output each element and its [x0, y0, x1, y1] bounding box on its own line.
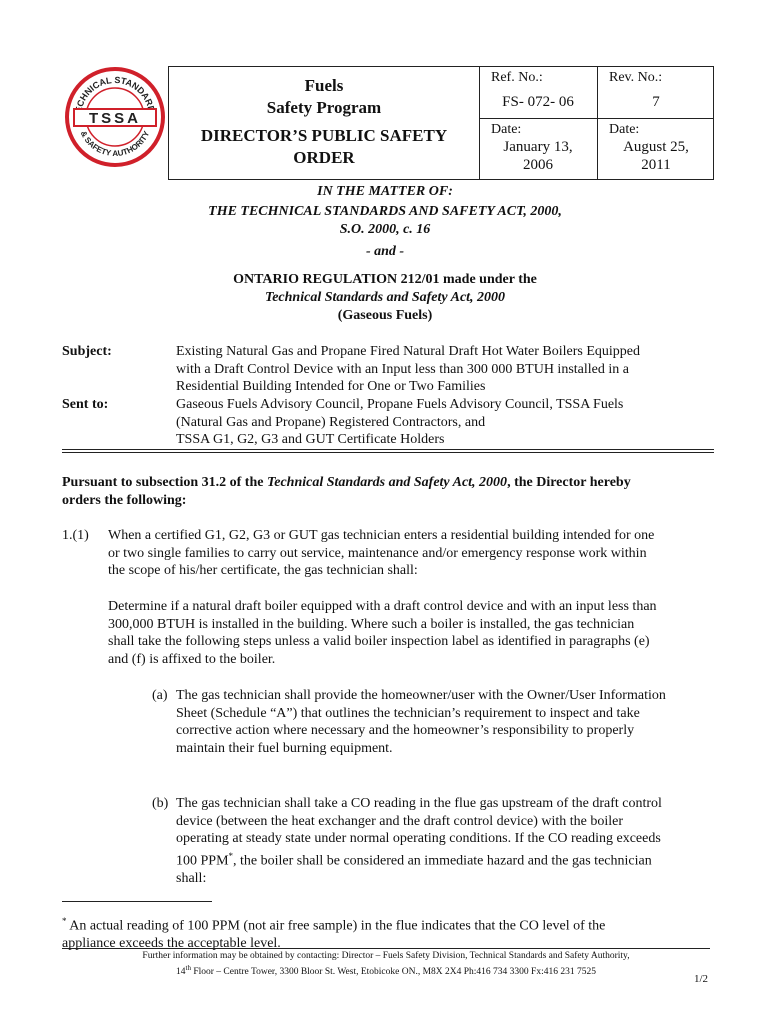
regulation-fuels: (Gaseous Fuels)	[337, 308, 433, 323]
subject-text: Existing Natural Gas and Propane Fired Natural Draft Hot Water Boilers Equipped with a Draft Control Device with an Input less than 300 000 BTUH installed in a Residential Building Intended for One or Two Families	[176, 344, 640, 394]
tssa-logo	[64, 66, 166, 168]
regulation-line: ONTARIO REGULATION 212/01 made under the	[233, 272, 537, 287]
footnote-rule	[62, 901, 212, 902]
item-b-text: The gas technician shall take a CO reading in the flue gas upstream of the draft control device (between the heat exchanger and the draft control device) with the boiler operating at steady state under normal operating conditions. If the CO reading exceeds 100 PPM*, the boiler shall be considered an immediate hazard and the gas technician shall:	[176, 796, 662, 886]
program-title: Fuels Safety Program	[266, 76, 382, 117]
logo-arc-top: CHNICAL STANDAR	[74, 74, 155, 109]
act-citation: S.O. 2000, c. 16	[339, 222, 431, 237]
sent-to-label: Sent to:	[62, 397, 109, 412]
header-table	[168, 66, 714, 180]
page-number: 1/2	[693, 973, 708, 985]
date-issued-value: January 13, 2006	[503, 139, 573, 173]
subject-label: Subject:	[62, 344, 112, 359]
rev-value: 7	[652, 94, 660, 110]
date-revised-value: August 25, 2011	[623, 139, 689, 173]
date-revised-label: Date:	[609, 122, 640, 137]
determine-paragraph: Determine if a natural draft boiler equipped with a draft control device and with an input less than 300,000 BTUH is installed in the building. Where such a boiler is installed, the gas technician shall take the following steps unless a valid boiler inspection label as identified in paragraphs (e) and (f) is affixed to the boiler.	[108, 599, 657, 667]
regulation-act: Technical Standards and Safety Act, 2000	[264, 290, 506, 305]
pursuant-statement: Pursuant to subsection 31.2 of the Technical Standards and Safety Act, 2000, the Director hereby orders the following:	[62, 475, 631, 508]
item-b-marker: (b)	[152, 796, 169, 811]
divider-top	[62, 449, 714, 450]
and-separator: - and -	[365, 244, 405, 259]
logo-center-text: TSSA	[88, 110, 142, 127]
rev-label: Rev. No.:	[609, 70, 663, 85]
footer-rule	[62, 948, 710, 949]
order-title: DIRECTOR’S PUBLIC SAFETY ORDER	[200, 126, 448, 167]
ref-value: FS- 072- 06	[502, 94, 574, 110]
matter-heading: IN THE MATTER OF:	[317, 184, 453, 199]
item-a-marker: (a)	[152, 688, 168, 703]
sent-to-text: Gaseous Fuels Advisory Council, Propane Fuels Advisory Council, TSSA Fuels (Natural Gas and Propane) Registered Contractors, and TSSA G1, G2, G3 and GUT Certificate Holders	[176, 397, 624, 447]
svg-text:& SAFETY AUTHORITY	[79, 129, 152, 158]
act-title: THE TECHNICAL STANDARDS AND SAFETY ACT, 2000,	[208, 204, 562, 219]
date-issued-label: Date:	[491, 122, 522, 137]
item1-text: When a certified G1, G2, G3 or GUT gas technician enters a residential building intended for one or two single families to carry out service, maintenance and/or emergency response work within the scope of his/her certificate, the gas technician shall:	[108, 528, 655, 578]
item-number: 1.(1)	[62, 528, 89, 543]
footer-contact: Further information may be obtained by contacting: Director – Fuels Safety Division, Technical Standards and Safety Authority, 14th Floor – Centre Tower, 3300 Bloor St. West, Etobicoke ON., M8X 2X4 Ph:416 734 3300 Fx:416 231 7525	[142, 951, 630, 978]
logo-arc-bottom: & SAFETY AUTHORITY	[78, 129, 152, 159]
divider-bottom	[62, 452, 714, 453]
footnote: * An actual reading of 100 PPM (not air free sample) in the flue indicates that the CO level of the appliance exceeds the acceptable level.	[62, 916, 606, 952]
item-a-text: The gas technician shall provide the homeowner/user with the Owner/User Information Sheet (Schedule “A”) that outlines the technician’s requirement to inspect and take corrective action where necessary and the homeowner’s responsibility to properly maintain their fuel burning equipment.	[176, 688, 666, 756]
ref-label: Ref. No.:	[491, 70, 543, 85]
